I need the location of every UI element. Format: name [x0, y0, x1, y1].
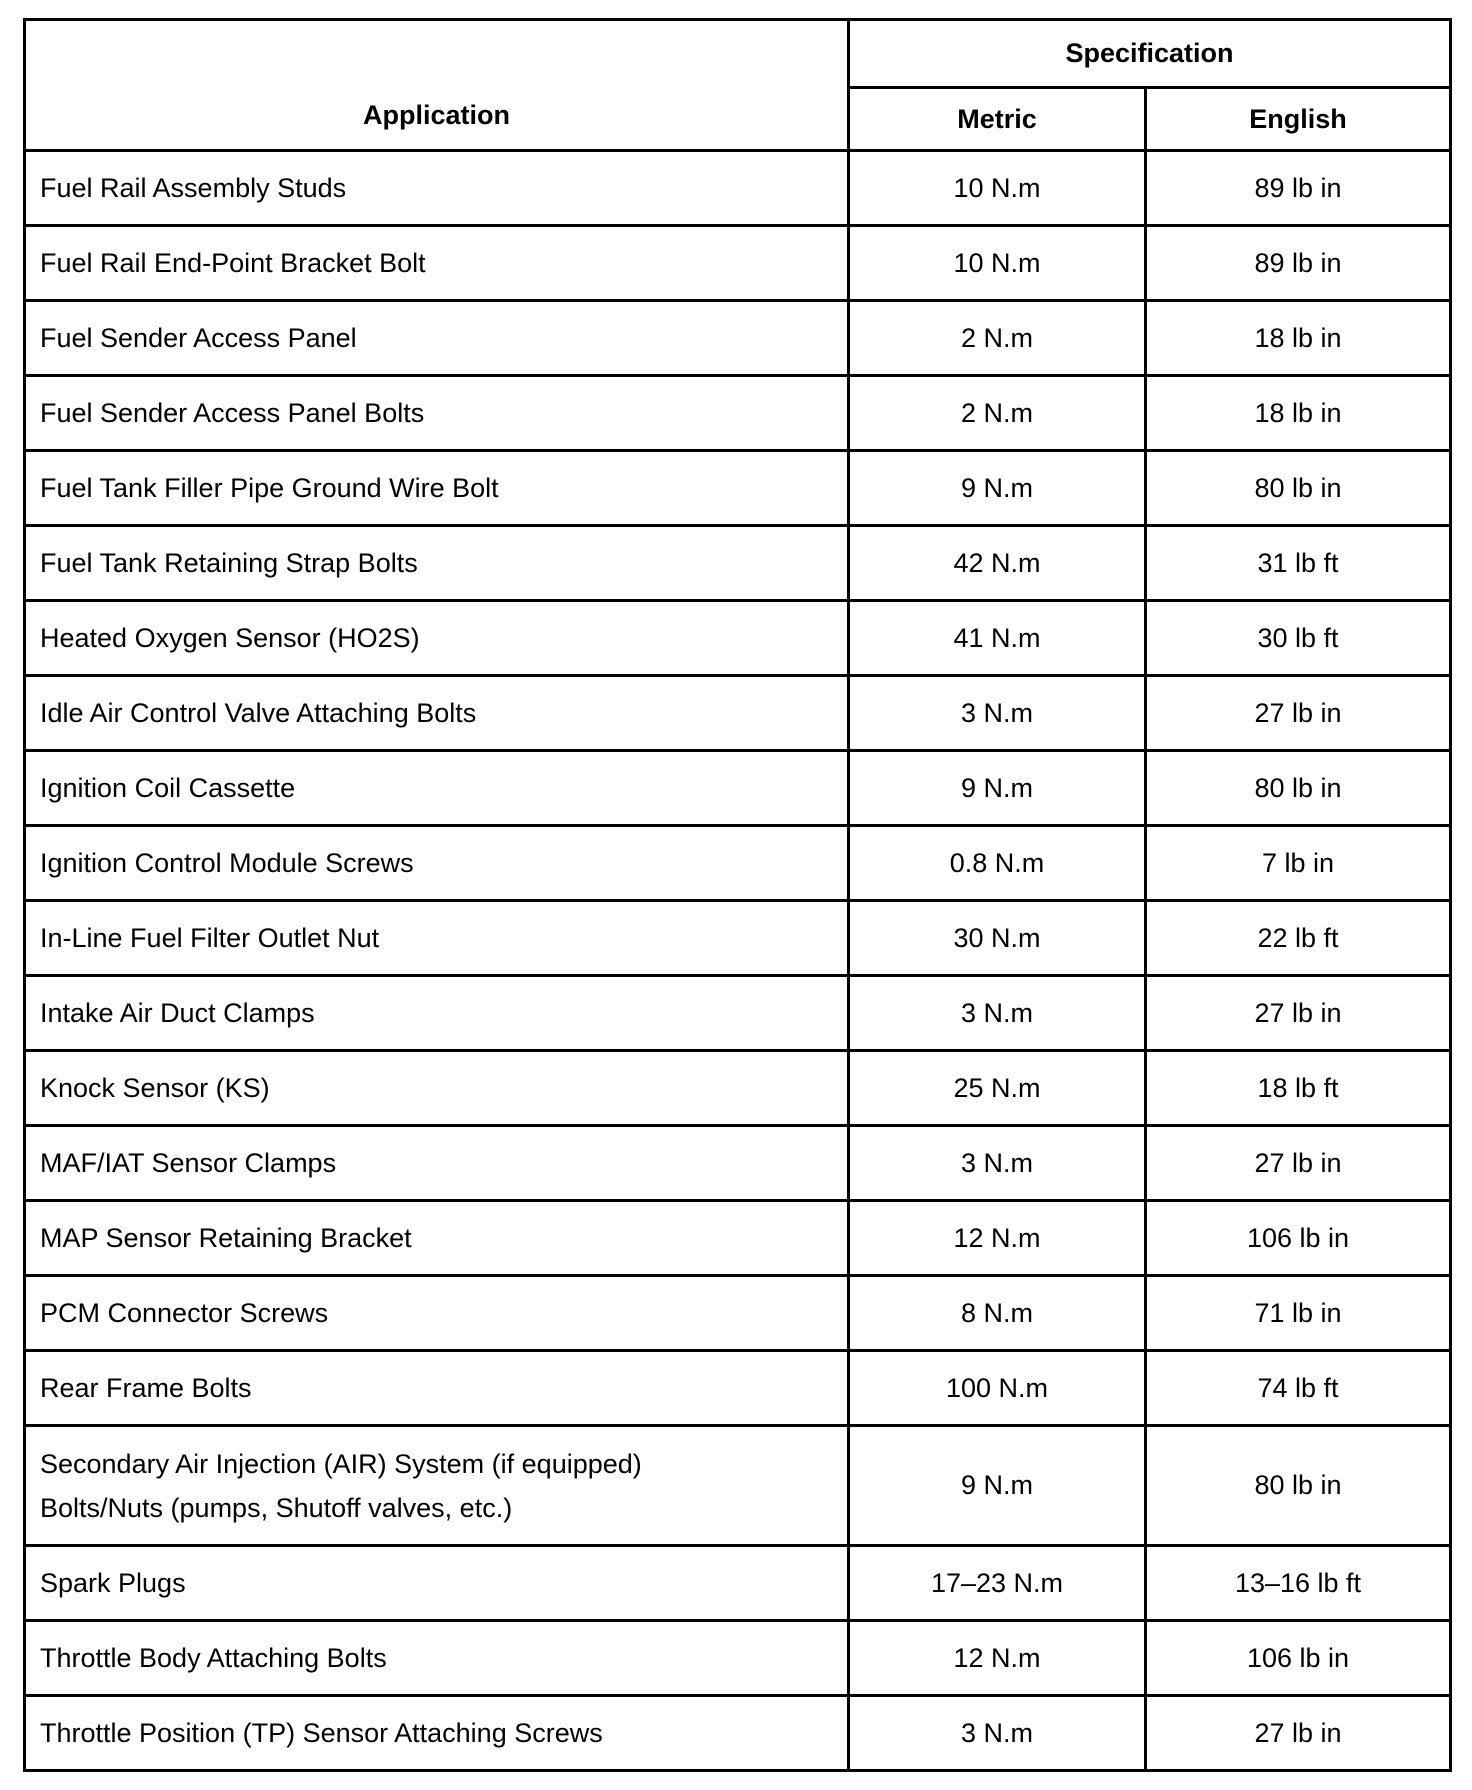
- metric-cell: 9 N.m: [849, 1426, 1146, 1546]
- metric-cell: 41 N.m: [849, 601, 1146, 676]
- application-cell: Idle Air Control Valve Attaching Bolts: [25, 676, 849, 751]
- table-row: [25, 1546, 1451, 1621]
- metric-cell: 3 N.m: [849, 1126, 1146, 1201]
- application-line-2: Bolts/Nuts (pumps, Shutoff valves, etc.): [40, 1492, 513, 1523]
- table-row: [25, 376, 1451, 451]
- english-cell: 106 lb in: [1146, 1201, 1451, 1276]
- table-row: [25, 1276, 1451, 1351]
- metric-cell: 17–23 N.m: [849, 1546, 1146, 1621]
- table-row: [25, 151, 1451, 226]
- table-row: [25, 1051, 1451, 1126]
- metric-cell: 10 N.m: [849, 226, 1146, 301]
- metric-cell: 3 N.m: [849, 1696, 1146, 1771]
- english-cell: 22 lb ft: [1146, 901, 1451, 976]
- table-row: [25, 1126, 1451, 1201]
- application-cell: Fuel Rail Assembly Studs: [25, 151, 849, 226]
- metric-cell: 10 N.m: [849, 151, 1146, 226]
- table-row: [25, 1696, 1451, 1771]
- application-cell: Ignition Coil Cassette: [25, 751, 849, 826]
- english-cell: 80 lb in: [1146, 451, 1451, 526]
- table-row: [25, 751, 1451, 826]
- english-cell: 80 lb in: [1146, 1426, 1451, 1546]
- table-row: [25, 1351, 1451, 1426]
- table-row: [25, 901, 1451, 976]
- application-header: Application: [25, 20, 849, 151]
- metric-cell: 3 N.m: [849, 976, 1146, 1051]
- table-row: [25, 676, 1451, 751]
- metric-cell: 42 N.m: [849, 526, 1146, 601]
- table-row: [25, 301, 1451, 376]
- table-row: [25, 976, 1451, 1051]
- english-cell: 7 lb in: [1146, 826, 1451, 901]
- english-cell: 27 lb in: [1146, 1126, 1451, 1201]
- application-cell: Heated Oxygen Sensor (HO2S): [25, 601, 849, 676]
- application-cell: Fuel Rail End-Point Bracket Bolt: [25, 226, 849, 301]
- metric-cell: 25 N.m: [849, 1051, 1146, 1126]
- application-cell: Spark Plugs: [25, 1546, 849, 1621]
- application-cell: PCM Connector Screws: [25, 1276, 849, 1351]
- application-cell: Ignition Control Module Screws: [25, 826, 849, 901]
- english-header: English: [1146, 88, 1451, 151]
- specification-header: Specification: [849, 20, 1451, 88]
- english-cell: 27 lb in: [1146, 1696, 1451, 1771]
- application-cell: [25, 1426, 849, 1546]
- application-cell: Knock Sensor (KS): [25, 1051, 849, 1126]
- metric-cell: 9 N.m: [849, 751, 1146, 826]
- english-cell: 106 lb in: [1146, 1621, 1451, 1696]
- metric-cell: 12 N.m: [849, 1201, 1146, 1276]
- metric-header: Metric: [849, 88, 1146, 151]
- application-cell: Fuel Sender Access Panel: [25, 301, 849, 376]
- metric-cell: 30 N.m: [849, 901, 1146, 976]
- english-cell: 27 lb in: [1146, 976, 1451, 1051]
- application-cell: Fuel Tank Retaining Strap Bolts: [25, 526, 849, 601]
- table-row: [25, 1621, 1451, 1696]
- english-cell: 18 lb in: [1146, 376, 1451, 451]
- application-cell: Fuel Sender Access Panel Bolts: [25, 376, 849, 451]
- english-cell: 30 lb ft: [1146, 601, 1451, 676]
- metric-cell: 9 N.m: [849, 451, 1146, 526]
- english-cell: 71 lb in: [1146, 1276, 1451, 1351]
- application-cell: In-Line Fuel Filter Outlet Nut: [25, 901, 849, 976]
- application-cell: Intake Air Duct Clamps: [25, 976, 849, 1051]
- table-row: [25, 226, 1451, 301]
- english-cell: 13–16 lb ft: [1146, 1546, 1451, 1621]
- metric-cell: 12 N.m: [849, 1621, 1146, 1696]
- english-cell: 27 lb in: [1146, 676, 1451, 751]
- table-row: [25, 451, 1451, 526]
- application-cell: Throttle Body Attaching Bolts: [25, 1621, 849, 1696]
- table-row: [25, 601, 1451, 676]
- metric-cell: 3 N.m: [849, 676, 1146, 751]
- english-cell: 18 lb ft: [1146, 1051, 1451, 1126]
- metric-cell: 0.8 N.m: [849, 826, 1146, 901]
- english-cell: 89 lb in: [1146, 151, 1451, 226]
- english-cell: 89 lb in: [1146, 226, 1451, 301]
- english-cell: 74 lb ft: [1146, 1351, 1451, 1426]
- application-cell: Rear Frame Bolts: [25, 1351, 849, 1426]
- metric-cell: 8 N.m: [849, 1276, 1146, 1351]
- metric-cell: 2 N.m: [849, 376, 1146, 451]
- application-cell: Fuel Tank Filler Pipe Ground Wire Bolt: [25, 451, 849, 526]
- application-cell: MAP Sensor Retaining Bracket: [25, 1201, 849, 1276]
- english-cell: 31 lb ft: [1146, 526, 1451, 601]
- table-row: [25, 826, 1451, 901]
- application-line-1: Secondary Air Injection (AIR) System (if equipped): [40, 1448, 642, 1479]
- table-row: [25, 1201, 1451, 1276]
- english-cell: 80 lb in: [1146, 751, 1451, 826]
- application-cell: MAF/IAT Sensor Clamps: [25, 1126, 849, 1201]
- table-row: [25, 1426, 1451, 1546]
- metric-cell: 100 N.m: [849, 1351, 1146, 1426]
- torque-specification-table: [23, 18, 1452, 1772]
- table-row: [25, 526, 1451, 601]
- english-cell: 18 lb in: [1146, 301, 1451, 376]
- application-cell: Throttle Position (TP) Sensor Attaching Screws: [25, 1696, 849, 1771]
- metric-cell: 2 N.m: [849, 301, 1146, 376]
